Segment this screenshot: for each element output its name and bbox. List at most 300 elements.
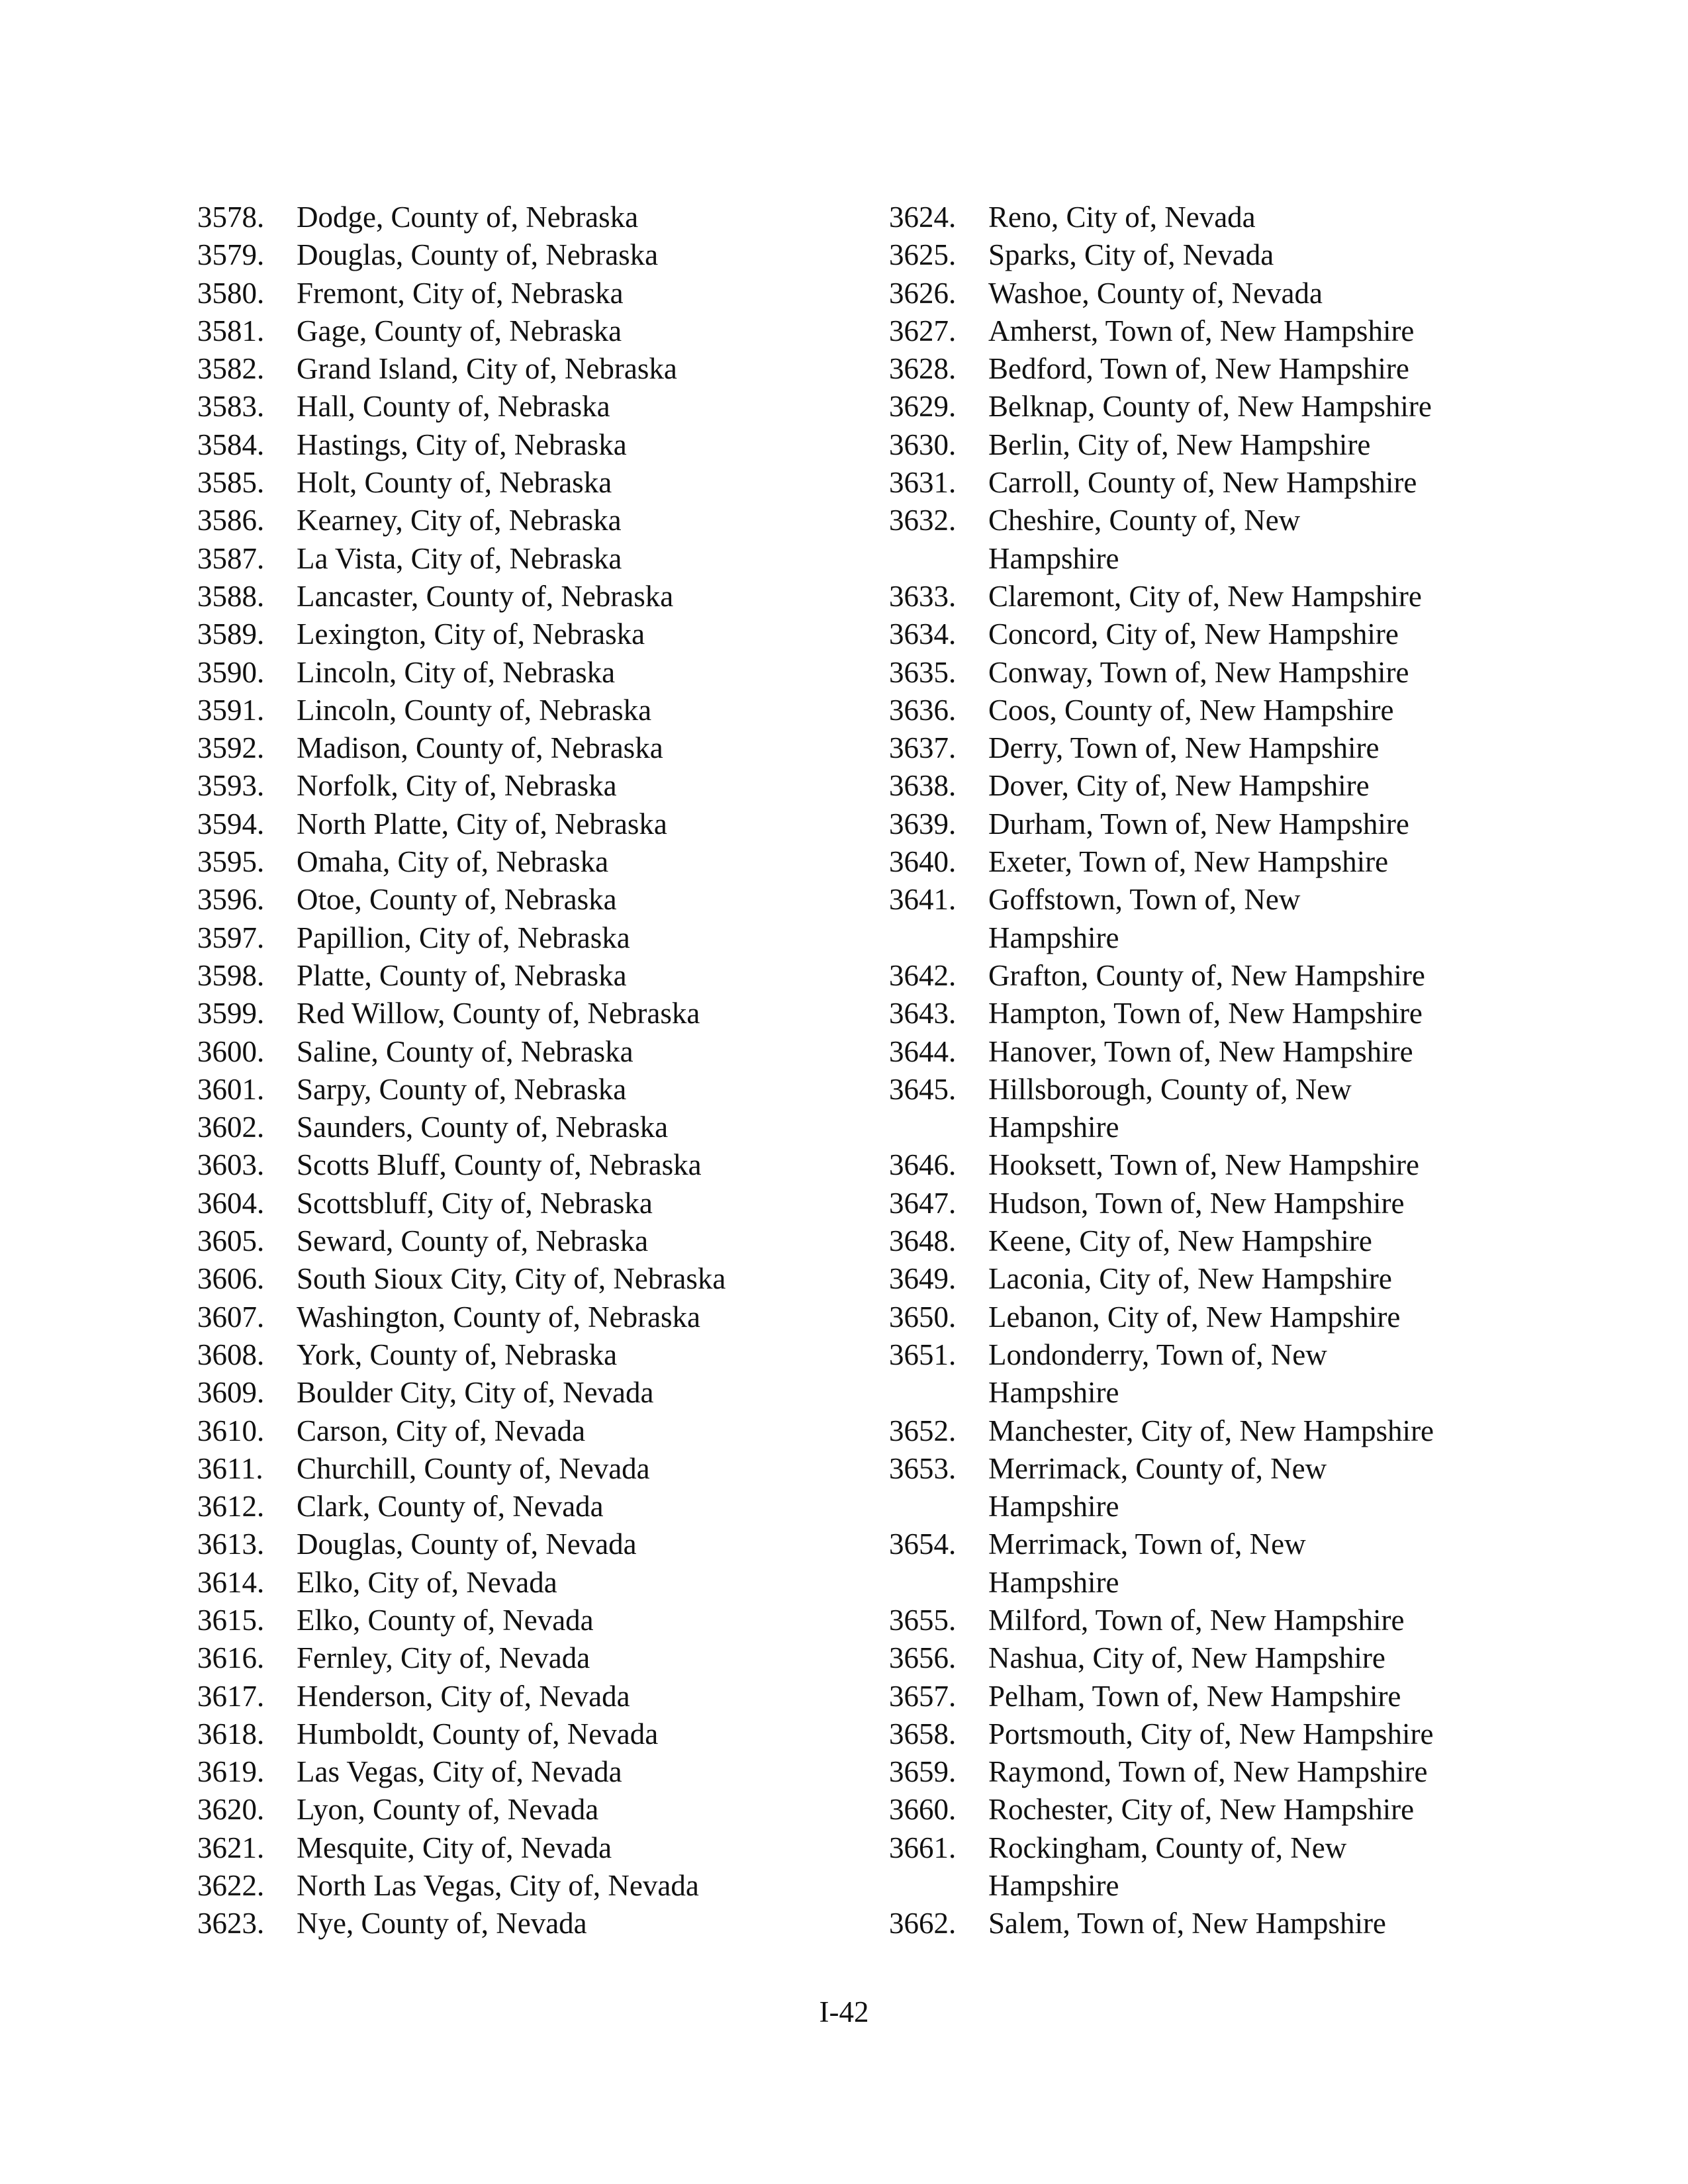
item-name xyxy=(297,350,813,388)
item-name-line: Lancaster, County of, Nebraska xyxy=(297,579,674,613)
item-name xyxy=(988,1298,1505,1336)
item-number: 3609. xyxy=(197,1376,265,1410)
list-item xyxy=(197,1753,859,1791)
item-name-line: Lincoln, City of, Nebraska xyxy=(297,655,616,689)
item-name xyxy=(297,1525,813,1563)
item-name-line: Hanover, Town of, New Hampshire xyxy=(988,1034,1413,1068)
list-item xyxy=(889,199,1551,236)
item-name xyxy=(988,995,1505,1032)
item-number: 3646. xyxy=(889,1148,957,1182)
item-number: 3615. xyxy=(197,1603,265,1637)
item-name-line: Concord, City of, New Hampshire xyxy=(988,617,1399,651)
item-name-line: Papillion, City of, Nebraska xyxy=(297,921,630,954)
list-item xyxy=(197,729,859,767)
item-name xyxy=(297,919,813,957)
item-name xyxy=(297,426,813,464)
item-name-line: Hillsborough, County of, New xyxy=(988,1072,1352,1106)
item-number: 3635. xyxy=(889,655,957,689)
list-item xyxy=(889,1146,1551,1184)
item-number: 3627. xyxy=(889,314,957,347)
item-name-line: Pelham, Town of, New Hampshire xyxy=(988,1679,1401,1713)
item-number: 3591. xyxy=(197,693,265,727)
item-number: 3604. xyxy=(197,1186,265,1220)
item-number: 3621. xyxy=(197,1831,265,1864)
item-number: 3601. xyxy=(197,1072,265,1106)
item-name-line: Raymond, Town of, New Hampshire xyxy=(988,1755,1428,1789)
item-name-line: Laconia, City of, New Hampshire xyxy=(988,1262,1392,1296)
item-name-line: Omaha, City of, Nebraska xyxy=(297,845,609,879)
item-name xyxy=(988,1905,1505,1942)
item-name-line: Sparks, City of, Nevada xyxy=(988,238,1274,272)
item-name-line: Lebanon, City of, New Hampshire xyxy=(988,1300,1401,1334)
list-item xyxy=(889,1905,1551,1942)
list-item xyxy=(197,1450,859,1488)
item-name-line: Berlin, City of, New Hampshire xyxy=(988,428,1371,461)
item-name xyxy=(297,1336,813,1374)
item-number: 3617. xyxy=(197,1679,265,1713)
item-number: 3624. xyxy=(889,201,957,234)
item-name xyxy=(988,615,1505,653)
item-number: 3583. xyxy=(197,390,265,424)
item-name-line: Grand Island, City of, Nebraska xyxy=(297,352,677,386)
item-name-line: Boulder City, City of, Nevada xyxy=(297,1376,654,1410)
item-name xyxy=(297,1185,813,1222)
list-item xyxy=(197,1412,859,1450)
list-item xyxy=(197,1033,859,1071)
list-item xyxy=(889,275,1551,312)
item-number: 3598. xyxy=(197,958,265,992)
item-name xyxy=(988,881,1505,957)
item-name xyxy=(988,1222,1505,1260)
item-name-line: Seward, County of, Nebraska xyxy=(297,1224,649,1258)
list-item xyxy=(197,236,859,274)
list-item xyxy=(197,1109,859,1146)
item-number: 3599. xyxy=(197,997,265,1030)
item-name-line: Durham, Town of, New Hampshire xyxy=(988,807,1409,841)
list-item xyxy=(889,1678,1551,1715)
item-name-continuation: Hampshire xyxy=(988,1376,1119,1410)
item-name xyxy=(297,236,813,274)
list-item xyxy=(197,919,859,957)
item-name xyxy=(988,236,1505,274)
item-name-continuation: Hampshire xyxy=(988,1111,1119,1144)
item-name-line: Henderson, City of, Nevada xyxy=(297,1679,630,1713)
item-name xyxy=(988,350,1505,388)
item-number: 3578. xyxy=(197,201,265,234)
item-name xyxy=(988,1071,1505,1147)
item-number: 3618. xyxy=(197,1717,265,1751)
list-item xyxy=(197,881,859,919)
item-name-line: Lyon, County of, Nevada xyxy=(297,1793,599,1827)
list-item xyxy=(197,312,859,350)
list-item xyxy=(889,1602,1551,1639)
list-item xyxy=(197,1488,859,1525)
item-number: 3651. xyxy=(889,1338,957,1371)
left-column xyxy=(197,199,859,1943)
item-name xyxy=(297,767,813,805)
list-item xyxy=(197,1185,859,1222)
item-name xyxy=(297,615,813,653)
item-name-line: Rochester, City of, New Hampshire xyxy=(988,1793,1415,1827)
item-name xyxy=(297,1146,813,1184)
item-name xyxy=(297,843,813,881)
item-name xyxy=(297,464,813,502)
item-name-line: Humboldt, County of, Nevada xyxy=(297,1717,659,1751)
list-item xyxy=(197,843,859,881)
list-item xyxy=(889,236,1551,274)
item-name-line: Exeter, Town of, New Hampshire xyxy=(988,845,1389,879)
item-name xyxy=(297,995,813,1032)
item-number: 3607. xyxy=(197,1300,265,1334)
list-item xyxy=(197,502,859,539)
item-name xyxy=(297,805,813,843)
list-item xyxy=(197,1146,859,1184)
list-item xyxy=(889,1298,1551,1336)
item-name xyxy=(297,540,813,578)
list-item xyxy=(197,1564,859,1602)
item-number: 3602. xyxy=(197,1111,265,1144)
list-item xyxy=(197,426,859,464)
item-number: 3653. xyxy=(889,1451,957,1485)
item-number: 3631. xyxy=(889,466,957,500)
item-number: 3645. xyxy=(889,1072,957,1106)
item-name-line: Hastings, City of, Nebraska xyxy=(297,428,627,461)
item-name-line: Salem, Town of, New Hampshire xyxy=(988,1907,1386,1940)
item-name xyxy=(297,1753,813,1791)
list-item xyxy=(889,692,1551,729)
item-name xyxy=(988,1753,1505,1791)
list-item xyxy=(889,1222,1551,1260)
item-name xyxy=(988,805,1505,843)
item-name xyxy=(988,843,1505,881)
item-name-line: Merrimack, County of, New xyxy=(988,1451,1327,1485)
item-name xyxy=(988,464,1505,502)
item-name xyxy=(988,1185,1505,1222)
item-number: 3593. xyxy=(197,769,265,803)
item-name-line: Dodge, County of, Nebraska xyxy=(297,201,639,234)
item-name-line: North Las Vegas, City of, Nevada xyxy=(297,1869,699,1903)
list-item xyxy=(197,1298,859,1336)
list-item xyxy=(889,1525,1551,1602)
item-name xyxy=(297,1488,813,1525)
item-number: 3649. xyxy=(889,1262,957,1296)
item-name xyxy=(297,1260,813,1298)
list-item xyxy=(197,350,859,388)
list-item xyxy=(889,805,1551,843)
item-number: 3605. xyxy=(197,1224,265,1258)
item-name-line: Mesquite, City of, Nevada xyxy=(297,1831,612,1864)
list-item xyxy=(889,502,1551,578)
item-name-line: Dover, City of, New Hampshire xyxy=(988,769,1370,803)
item-number: 3596. xyxy=(197,883,265,917)
item-name-line: Washoe, County of, Nevada xyxy=(988,276,1323,310)
item-name-line: Douglas, County of, Nevada xyxy=(297,1527,637,1561)
item-number: 3625. xyxy=(889,238,957,272)
item-name xyxy=(988,312,1505,350)
item-number: 3632. xyxy=(889,504,957,537)
item-name-line: York, County of, Nebraska xyxy=(297,1338,618,1371)
item-number: 3588. xyxy=(197,579,265,613)
item-name xyxy=(297,1298,813,1336)
list-item xyxy=(889,995,1551,1032)
right-column xyxy=(889,199,1551,1943)
item-name xyxy=(297,1791,813,1829)
item-name-line: Derry, Town of, New Hampshire xyxy=(988,731,1380,765)
list-item xyxy=(889,767,1551,805)
list-item xyxy=(197,654,859,692)
list-item xyxy=(889,350,1551,388)
item-name-continuation: Hampshire xyxy=(988,1490,1119,1524)
list-item xyxy=(197,1260,859,1298)
list-item xyxy=(197,578,859,615)
item-name xyxy=(297,388,813,426)
list-item xyxy=(889,843,1551,881)
item-number: 3652. xyxy=(889,1414,957,1447)
item-name-line: Milford, Town of, New Hampshire xyxy=(988,1603,1405,1637)
list-item xyxy=(889,1412,1551,1450)
item-number: 3626. xyxy=(889,276,957,310)
item-name-line: Amherst, Town of, New Hampshire xyxy=(988,314,1415,347)
item-name xyxy=(297,1602,813,1639)
list-item xyxy=(197,1905,859,1942)
item-number: 3594. xyxy=(197,807,265,841)
item-number: 3623. xyxy=(197,1907,265,1940)
list-item xyxy=(197,995,859,1032)
item-name xyxy=(297,881,813,919)
item-number: 3600. xyxy=(197,1034,265,1068)
item-name-line: Las Vegas, City of, Nevada xyxy=(297,1755,622,1789)
item-name xyxy=(297,692,813,729)
item-name-line: Madison, County of, Nebraska xyxy=(297,731,663,765)
item-name xyxy=(988,1678,1505,1715)
item-name-line: North Platte, City of, Nebraska xyxy=(297,807,667,841)
list-item xyxy=(889,1071,1551,1147)
list-item xyxy=(197,957,859,995)
item-name xyxy=(297,1905,813,1942)
item-name-line: Reno, City of, Nevada xyxy=(988,201,1256,234)
item-name-line: Red Willow, County of, Nebraska xyxy=(297,997,700,1030)
item-name-line: Portsmouth, City of, New Hampshire xyxy=(988,1717,1434,1751)
item-number: 3633. xyxy=(889,579,957,613)
item-number: 3606. xyxy=(197,1262,265,1296)
list-item xyxy=(197,1639,859,1677)
list-item xyxy=(889,729,1551,767)
item-number: 3584. xyxy=(197,428,265,461)
item-name-line: Clark, County of, Nevada xyxy=(297,1490,604,1524)
item-name-line: Belknap, County of, New Hampshire xyxy=(988,390,1432,424)
list-item xyxy=(889,1715,1551,1753)
list-item xyxy=(197,1222,859,1260)
item-name-line: Otoe, County of, Nebraska xyxy=(297,883,617,917)
item-number: 3580. xyxy=(197,276,265,310)
item-number: 3637. xyxy=(889,731,957,765)
list-item xyxy=(197,1374,859,1412)
list-item xyxy=(197,692,859,729)
item-number: 3660. xyxy=(889,1793,957,1827)
item-number: 3648. xyxy=(889,1224,957,1258)
item-number: 3661. xyxy=(889,1831,957,1864)
item-number: 3619. xyxy=(197,1755,265,1789)
item-number: 3647. xyxy=(889,1186,957,1220)
item-name xyxy=(297,502,813,539)
item-name xyxy=(988,578,1505,615)
item-number: 3590. xyxy=(197,655,265,689)
item-number: 3622. xyxy=(197,1869,265,1903)
item-name xyxy=(297,1564,813,1602)
list-item xyxy=(889,1450,1551,1526)
item-name xyxy=(988,388,1505,426)
item-name-line: Fremont, City of, Nebraska xyxy=(297,276,624,310)
list-item xyxy=(889,957,1551,995)
item-name-line: Saline, County of, Nebraska xyxy=(297,1034,633,1068)
item-name-line: Elko, County of, Nevada xyxy=(297,1603,594,1637)
list-item xyxy=(889,426,1551,464)
item-number: 3597. xyxy=(197,921,265,954)
item-name-line: Washington, County of, Nebraska xyxy=(297,1300,701,1334)
item-number: 3592. xyxy=(197,731,265,765)
item-name-line: Carson, City of, Nevada xyxy=(297,1414,586,1447)
list-item xyxy=(197,199,859,236)
item-name xyxy=(988,1829,1505,1905)
item-number: 3587. xyxy=(197,541,265,575)
item-number: 3603. xyxy=(197,1148,265,1182)
item-name xyxy=(988,1525,1505,1602)
item-name-line: Scottsbluff, City of, Nebraska xyxy=(297,1186,653,1220)
item-number: 3589. xyxy=(197,617,265,651)
list-item xyxy=(889,1791,1551,1829)
item-number: 3658. xyxy=(889,1717,957,1751)
item-name-continuation: Hampshire xyxy=(988,1565,1119,1599)
item-number: 3654. xyxy=(889,1527,957,1561)
list-item xyxy=(889,1185,1551,1222)
item-number: 3585. xyxy=(197,466,265,500)
list-item xyxy=(889,1033,1551,1071)
item-name-line: Londonderry, Town of, New xyxy=(988,1338,1327,1371)
item-number: 3630. xyxy=(889,428,957,461)
item-name-line: Saunders, County of, Nebraska xyxy=(297,1111,669,1144)
item-number: 3628. xyxy=(889,352,957,386)
item-name xyxy=(988,275,1505,312)
list-item xyxy=(889,1753,1551,1791)
item-number: 3650. xyxy=(889,1300,957,1334)
item-name xyxy=(297,1639,813,1677)
item-name-continuation: Hampshire xyxy=(988,1869,1119,1903)
item-name-line: Elko, City of, Nevada xyxy=(297,1565,557,1599)
item-name xyxy=(297,1374,813,1412)
item-name xyxy=(297,729,813,767)
item-name xyxy=(988,426,1505,464)
item-number: 3639. xyxy=(889,807,957,841)
item-name xyxy=(988,1336,1505,1412)
item-name-line: Hudson, Town of, New Hampshire xyxy=(988,1186,1405,1220)
item-name-line: Scotts Bluff, County of, Nebraska xyxy=(297,1148,702,1182)
list-item xyxy=(197,388,859,426)
item-number: 3581. xyxy=(197,314,265,347)
item-name-line: Norfolk, City of, Nebraska xyxy=(297,769,617,803)
list-item xyxy=(889,1829,1551,1905)
item-name-line: Lexington, City of, Nebraska xyxy=(297,617,645,651)
item-name xyxy=(297,578,813,615)
item-name xyxy=(988,1639,1505,1677)
item-number: 3608. xyxy=(197,1338,265,1371)
item-name xyxy=(297,957,813,995)
list-item xyxy=(197,1715,859,1753)
item-number: 3595. xyxy=(197,845,265,879)
item-name-line: Gage, County of, Nebraska xyxy=(297,314,622,347)
item-name xyxy=(297,1715,813,1753)
item-name-line: Keene, City of, New Hampshire xyxy=(988,1224,1372,1258)
item-name-line: Churchill, County of, Nevada xyxy=(297,1451,650,1485)
list-item xyxy=(197,1791,859,1829)
item-name xyxy=(988,199,1505,236)
list-item xyxy=(197,275,859,312)
item-name xyxy=(297,1829,813,1867)
item-name-line: Merrimack, Town of, New xyxy=(988,1527,1306,1561)
item-name xyxy=(297,1109,813,1146)
item-number: 3579. xyxy=(197,238,265,272)
item-number: 3659. xyxy=(889,1755,957,1789)
list-item xyxy=(889,388,1551,426)
item-number: 3638. xyxy=(889,769,957,803)
item-name-line: La Vista, City of, Nebraska xyxy=(297,541,622,575)
page-number: I-42 xyxy=(819,1995,869,2028)
item-name xyxy=(297,199,813,236)
item-name-line: Kearney, City of, Nebraska xyxy=(297,504,622,537)
list-item xyxy=(889,1260,1551,1298)
item-name-line: Sarpy, County of, Nebraska xyxy=(297,1072,627,1106)
list-item xyxy=(889,1336,1551,1412)
item-name-line: Cheshire, County of, New xyxy=(988,504,1301,537)
item-number: 3642. xyxy=(889,958,957,992)
list-item xyxy=(197,1071,859,1109)
list-item xyxy=(197,615,859,653)
item-name-line: Hall, County of, Nebraska xyxy=(297,390,610,424)
item-name xyxy=(297,312,813,350)
item-name-line: Hampton, Town of, New Hampshire xyxy=(988,997,1423,1030)
item-name xyxy=(988,1033,1505,1071)
list-item xyxy=(197,1602,859,1639)
item-number: 3656. xyxy=(889,1641,957,1675)
item-name xyxy=(988,729,1505,767)
item-name xyxy=(988,692,1505,729)
list-item xyxy=(889,578,1551,615)
item-name-line: South Sioux City, City of, Nebraska xyxy=(297,1262,726,1296)
item-number: 3582. xyxy=(197,352,265,386)
item-name xyxy=(988,1146,1505,1184)
item-number: 3641. xyxy=(889,883,957,917)
item-number: 3629. xyxy=(889,390,957,424)
item-name xyxy=(297,1678,813,1715)
item-name-line: Coos, County of, New Hampshire xyxy=(988,693,1394,727)
list-item xyxy=(197,1525,859,1563)
item-number: 3657. xyxy=(889,1679,957,1713)
item-name-line: Claremont, City of, New Hampshire xyxy=(988,579,1422,613)
item-name xyxy=(988,1260,1505,1298)
item-number: 3613. xyxy=(197,1527,265,1561)
item-name-line: Nashua, City of, New Hampshire xyxy=(988,1641,1385,1675)
list-item xyxy=(889,312,1551,350)
item-name-line: Conway, Town of, New Hampshire xyxy=(988,655,1409,689)
list-item xyxy=(197,1336,859,1374)
item-name-line: Grafton, County of, New Hampshire xyxy=(988,958,1425,992)
item-name xyxy=(297,275,813,312)
item-name xyxy=(297,1033,813,1071)
item-number: 3636. xyxy=(889,693,957,727)
item-name xyxy=(988,502,1505,578)
item-name xyxy=(988,1450,1505,1526)
item-name xyxy=(297,1450,813,1488)
item-name-continuation: Hampshire xyxy=(988,541,1119,575)
